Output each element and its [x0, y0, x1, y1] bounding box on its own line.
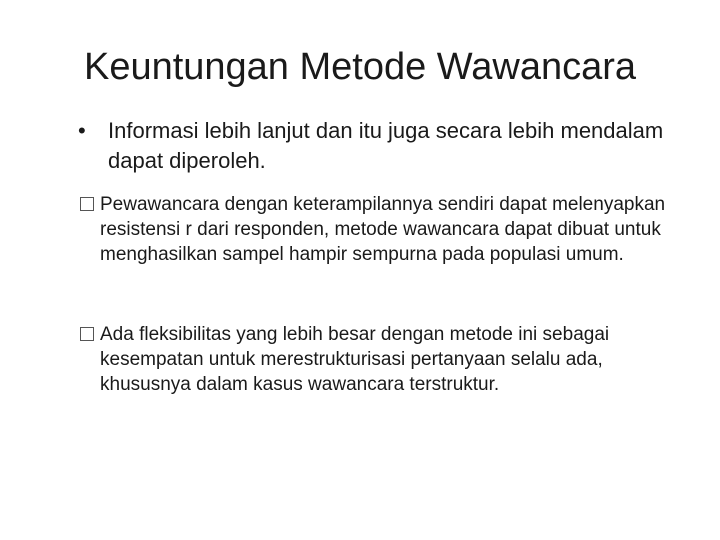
- sub-bullet-text: Pewawancara dengan keterampilannya sendiri dapat melenyapkan resistensi r dari responden, metode wawancara dapat dibuat untuk menghasilkan sampel hampir sempurna pada populasi umum.: [100, 194, 666, 265]
- main-bullet-text: Informasi lebih lanjut dan itu juga secara lebih mendalam dapat diperoleh.: [108, 118, 664, 173]
- slide-title: Keuntungan Metode Wawancara: [83, 46, 637, 88]
- sub-bullet-item: [80, 192, 690, 267]
- sub-bullet-text: Ada fleksibilitas yang lebih besar dengan metode ini sebagai kesempatan untuk merestrukturisasi pertanyaan selalu ada, khususnya dalam kasus wawancara terstruktur.: [100, 324, 610, 395]
- main-bullet-item: [74, 116, 674, 176]
- sub-bullet-item: [80, 322, 690, 397]
- checkbox-bullet-icon: [80, 197, 94, 211]
- bullet-dot-icon: •: [78, 118, 86, 143]
- checkbox-bullet-icon: [80, 327, 94, 341]
